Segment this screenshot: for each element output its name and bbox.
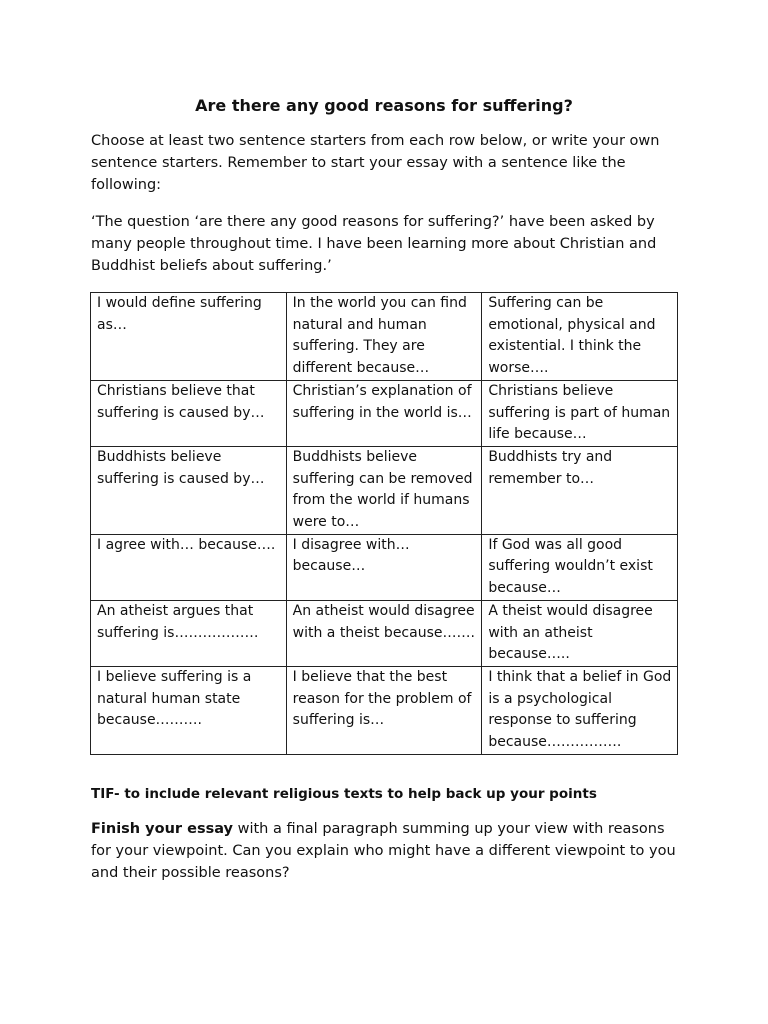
table-cell: An atheist argues that suffering is………………	[91, 600, 287, 666]
table-cell: Christians believe suffering is part of human life because…	[482, 380, 678, 446]
table-row	[91, 666, 678, 754]
table-cell: I agree with… because….	[91, 534, 287, 600]
table-cell: Suffering can be emotional, physical and existential. I think the worse….	[482, 293, 678, 381]
table-cell: A theist would disagree with an atheist because…..	[482, 600, 678, 666]
table-row	[91, 380, 678, 446]
table-cell: I would define suffering as…	[91, 293, 287, 381]
sentence-starters-table	[90, 292, 678, 755]
instructions-paragraph: Choose at least two sentence starters from each row below, or write your own sentence starters. Remember to start your essay with a sentence like the following:	[91, 133, 660, 193]
table-cell: Buddhists believe suffering is caused by…	[91, 446, 287, 534]
table-cell: An atheist would disagree with a theist because…….	[286, 600, 482, 666]
table-cell: Buddhists believe suffering can be removed from the world if humans were to…	[286, 446, 482, 534]
tif-note: TIF- to include relevant religious texts to help back up your points	[91, 786, 597, 802]
table-cell: I disagree with… because…	[286, 534, 482, 600]
table-cell: I think that a belief in God is a psychological response to suffering because…………….	[482, 666, 678, 754]
finish-lead: Finish your essay	[91, 821, 233, 837]
table-cell: If God was all good suffering wouldn’t exist because…	[482, 534, 678, 600]
table-cell: Christians believe that suffering is caused by…	[91, 380, 287, 446]
finish-paragraph	[91, 818, 681, 884]
table-row	[91, 446, 678, 534]
page-title: Are there any good reasons for suffering?	[195, 96, 573, 115]
table-cell: I believe that the best reason for the problem of suffering is…	[286, 666, 482, 754]
table-cell: I believe suffering is a natural human state because……….	[91, 666, 287, 754]
table-cell: In the world you can find natural and human suffering. They are different because…	[286, 293, 482, 381]
finish-rest: with a final paragraph summing up your view with reasons for your viewpoint. Can you explain who might have a different viewpoint to you and their possible reasons?	[91, 821, 676, 881]
example-opening-sentence: ‘The question ‘are there any good reasons for suffering?’ have been asked by many people throughout time. I have been learning more about Christian and Buddhist beliefs about suffering.’	[91, 214, 657, 274]
table-row	[91, 293, 678, 381]
table-row	[91, 600, 678, 666]
table-cell: Buddhists try and remember to…	[482, 446, 678, 534]
table-cell: Christian’s explanation of suffering in the world is…	[286, 380, 482, 446]
table-row	[91, 534, 678, 600]
